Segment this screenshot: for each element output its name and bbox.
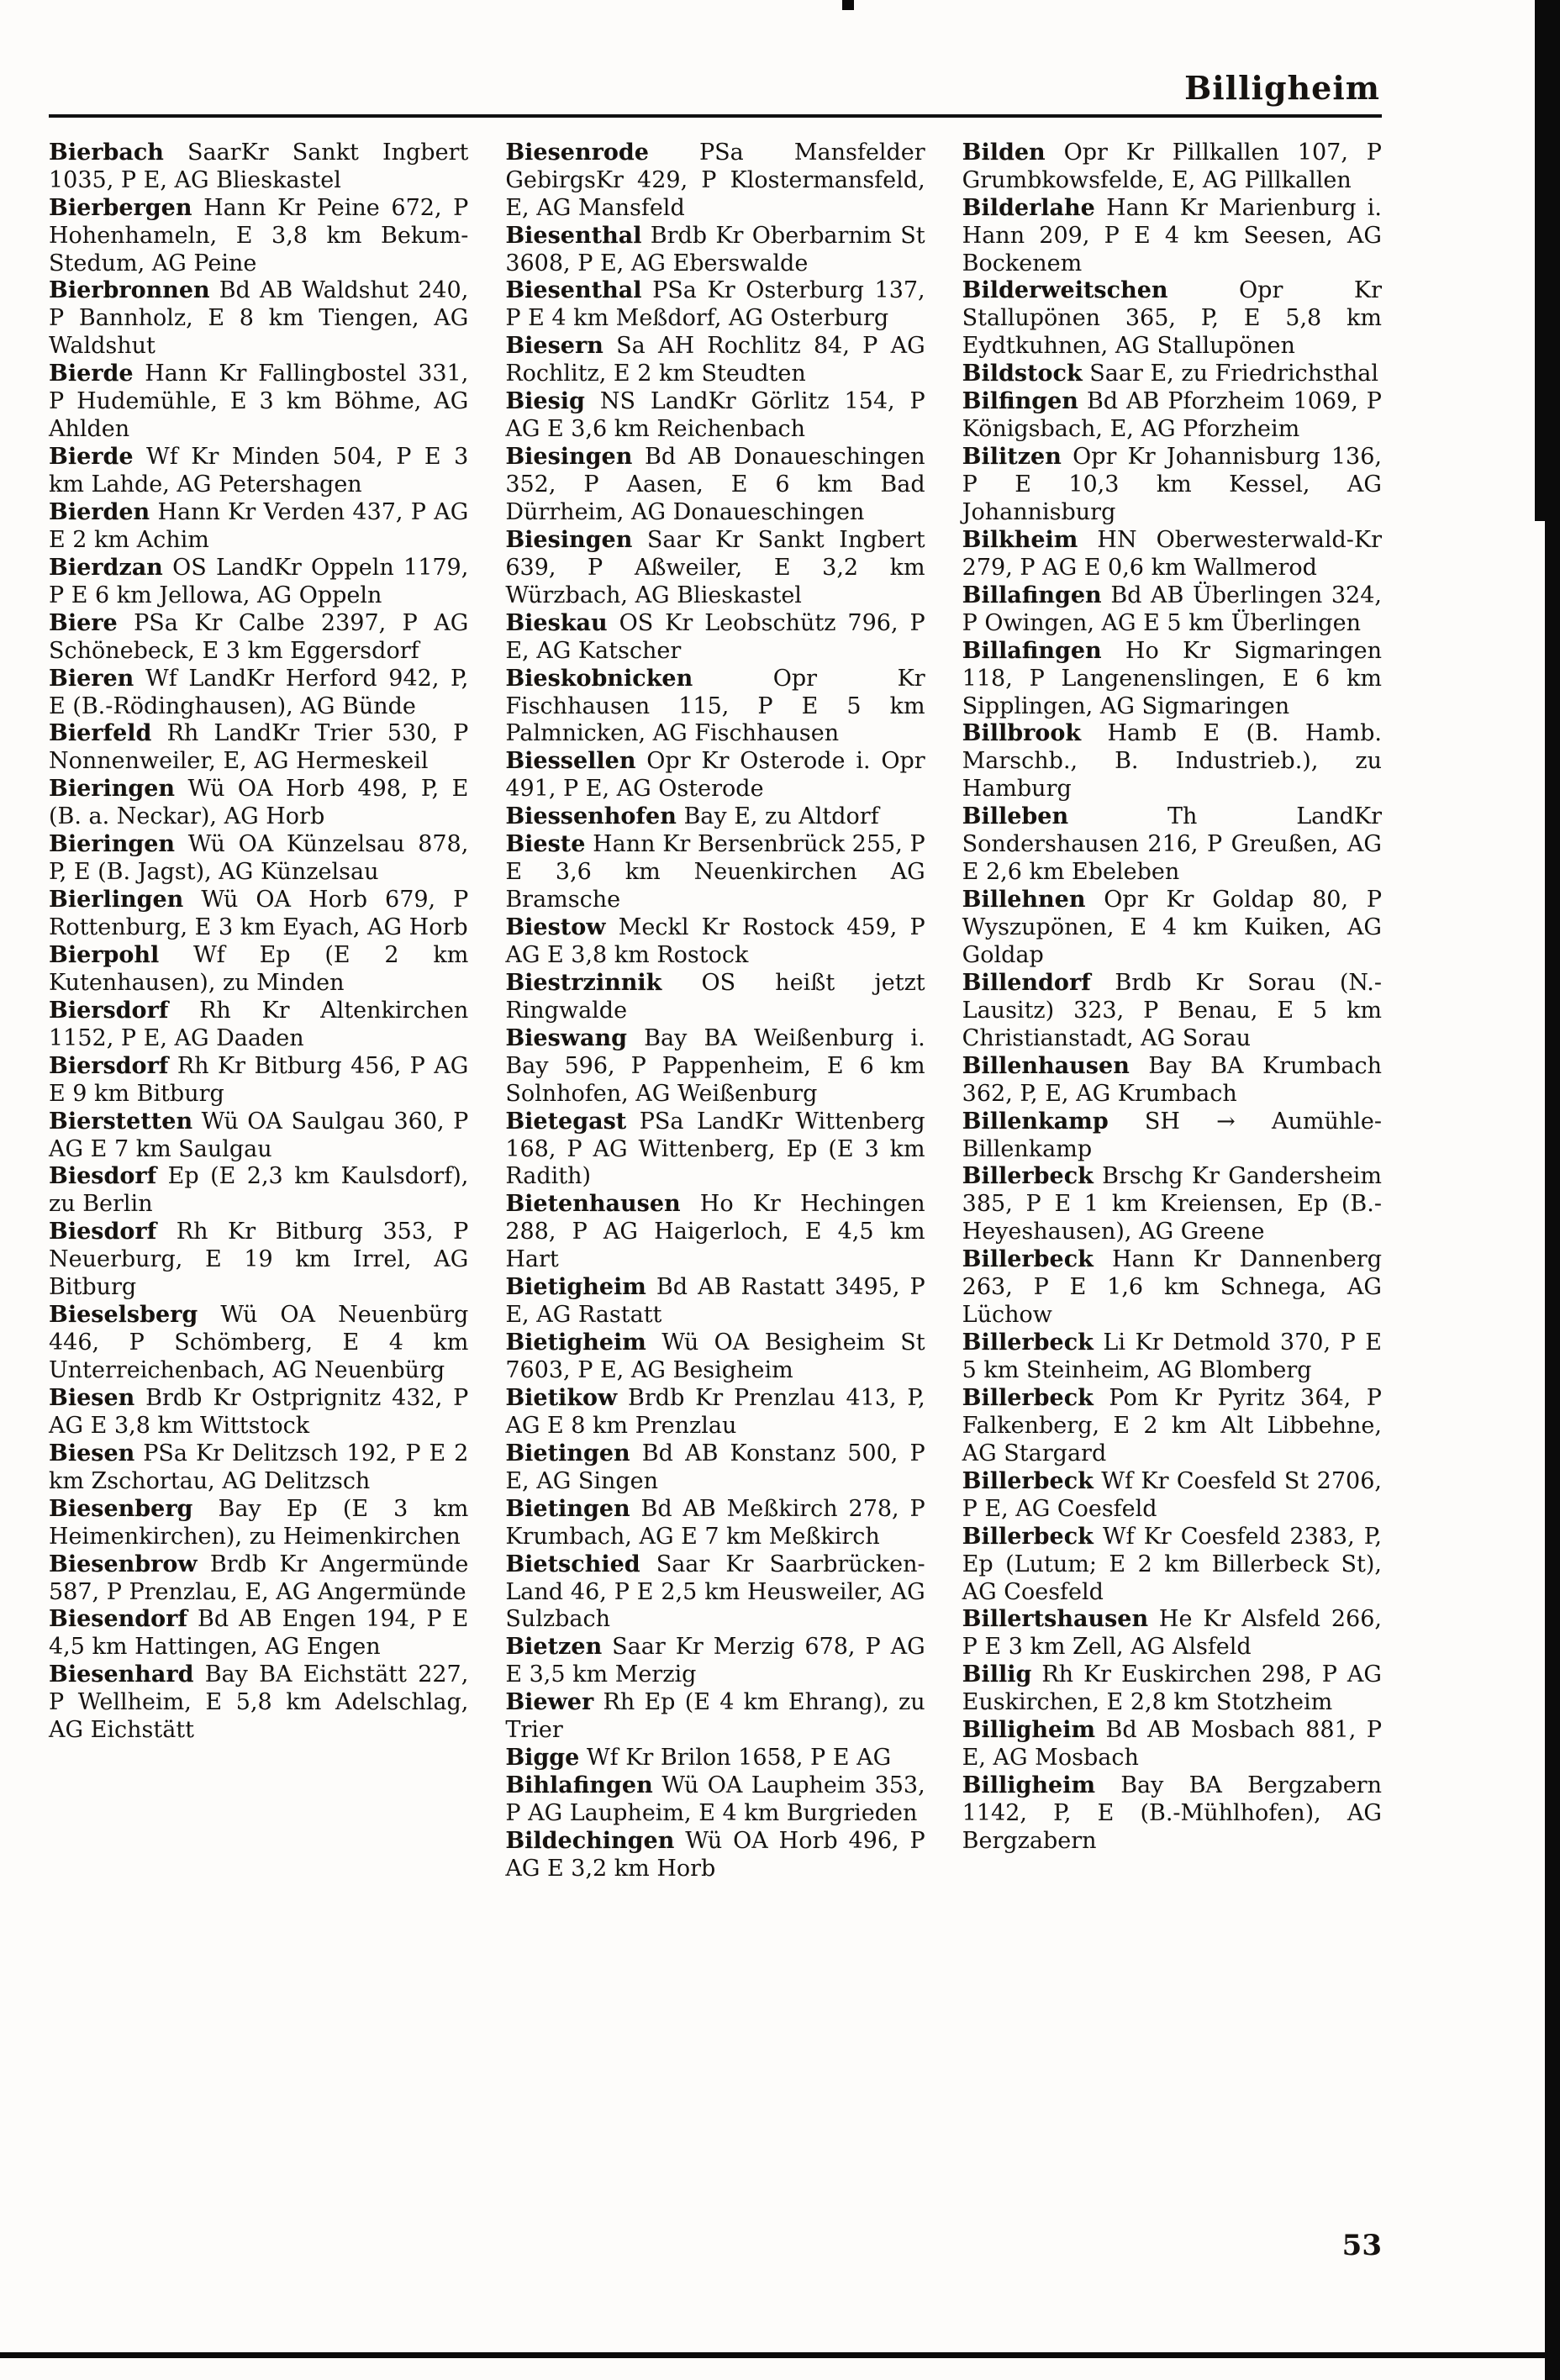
gazetteer-entry xyxy=(49,610,468,666)
entry-place-name: Billenhausen xyxy=(962,1052,1130,1079)
gazetteer-entry xyxy=(505,527,925,610)
entry-details: Opr Kr Goldap 80, P Wyszupönen, E 4 km Kuiken, AG Goldap xyxy=(962,887,1382,968)
gazetteer-entry xyxy=(962,1661,1382,1717)
entry-details: Ep (E 2,3 km Kaulsdorf), zu Berlin xyxy=(49,1163,469,1218)
gazetteer-entry xyxy=(505,914,925,970)
entry-details: Wf Kr Brilon 1658, P E AG xyxy=(579,1745,892,1772)
gazetteer-entry xyxy=(505,748,925,803)
gazetteer-entry xyxy=(49,195,468,278)
entry-place-name: Bilkheim xyxy=(962,526,1078,553)
entry-details: Wü OA Besigheim St 7603, P E, AG Besigheim xyxy=(505,1330,925,1384)
gazetteer-entry xyxy=(49,1385,468,1440)
entry-place-name: Bietenhausen xyxy=(505,1191,681,1218)
gazetteer-entry xyxy=(505,1634,925,1689)
entry-place-name: Bilderlahe xyxy=(962,194,1095,221)
text-column-2 xyxy=(505,140,925,1883)
gazetteer-entry xyxy=(962,277,1382,361)
entry-place-name: Bilden xyxy=(962,139,1046,166)
scan-edge-bottom xyxy=(0,2352,1560,2358)
gazetteer-entry xyxy=(505,831,925,914)
gazetteer-entry xyxy=(505,1551,925,1635)
entry-place-name: Bilitzen xyxy=(962,444,1062,471)
entry-details: Hann Kr Fallingbostel 331, P Hudemühle, E 3 km Böhme, AG Ahlden xyxy=(49,361,469,443)
entry-details: Rh Kr Bitburg 456, P AG E 9 km Bitburg xyxy=(49,1052,469,1107)
entry-place-name: Bierbach xyxy=(49,139,164,166)
entry-place-name: Bieren xyxy=(49,665,134,692)
entry-place-name: Biesingen xyxy=(505,526,633,553)
gazetteer-entry xyxy=(962,527,1382,582)
entry-place-name: Biesdorf xyxy=(49,1163,157,1190)
entry-details: Wf Kr Minden 504, P E 3 km Lahde, AG Petershagen xyxy=(49,444,469,498)
entry-place-name: Biesenhard xyxy=(49,1661,194,1688)
gazetteer-entry xyxy=(505,1745,925,1772)
entry-place-name: Billeben xyxy=(962,803,1069,830)
entry-place-name: Billerbeck xyxy=(962,1467,1094,1494)
entry-place-name: Bietingen xyxy=(505,1440,630,1466)
gazetteer-entry xyxy=(505,1689,925,1745)
entry-details: He Kr Alsfeld 266, P E 3 km Zell, AG Alsfeld xyxy=(962,1606,1382,1661)
entry-details: Brschg Kr Gandersheim 385, P E 1 km Kreiensen, Ep (B.-Heyeshausen), AG Greene xyxy=(962,1163,1382,1245)
entry-details: Rh LandKr Trier 530, P Nonnenweiler, E, AG Hermeskeil xyxy=(49,720,469,775)
gazetteer-entry xyxy=(962,720,1382,803)
entry-place-name: Biesdorf xyxy=(49,1219,157,1245)
gazetteer-entry xyxy=(505,1191,925,1274)
gazetteer-entry xyxy=(49,1108,468,1164)
entry-details: Li Kr Detmold 370, P E 5 km Steinheim, AG Blomberg xyxy=(962,1330,1382,1384)
entry-details: Brdb Kr Ostprignitz 432, P AG E 3,8 km Wittstock xyxy=(49,1384,469,1439)
gazetteer-entry xyxy=(49,555,468,610)
scan-edge-top-tick xyxy=(842,0,854,10)
entry-place-name: Bieste xyxy=(505,831,586,858)
entry-details: Saar E, zu Friedrichsthal xyxy=(1082,361,1378,387)
entry-details: Hann Kr Dannenberg 263, P E 1,6 km Schnega, AG Lüchow xyxy=(962,1246,1382,1329)
entry-details: Pom Kr Pyritz 364, P Falkenberg, E 2 km Alt Libbehne, AG Stargard xyxy=(962,1384,1382,1466)
text-column-3 xyxy=(962,140,1382,1883)
entry-details: Rh Kr Bitburg 353, P Neuerburg, E 19 km Irrel, AG Bitburg xyxy=(49,1219,469,1301)
gazetteer-entry xyxy=(505,1440,925,1496)
entry-place-name: Bieskau xyxy=(505,609,608,636)
entry-place-name: Biesingen xyxy=(505,444,633,471)
gazetteer-entry xyxy=(962,1246,1382,1330)
gazetteer-entry xyxy=(962,140,1382,195)
gazetteer-entry xyxy=(962,361,1382,388)
page-content xyxy=(49,71,1382,1883)
gazetteer-entry xyxy=(49,887,468,942)
gazetteer-entry xyxy=(962,887,1382,970)
entry-place-name: Bietigheim xyxy=(505,1330,646,1356)
gazetteer-entry xyxy=(49,1163,468,1219)
gazetteer-entry xyxy=(49,1302,468,1385)
entry-place-name: Bierden xyxy=(49,498,150,525)
entry-details: Wf Ep (E 2 km Kutenhausen), zu Minden xyxy=(49,941,469,996)
gazetteer-entry xyxy=(49,277,468,361)
page-header xyxy=(49,71,1382,118)
entry-place-name: Bierfeld xyxy=(49,720,152,747)
entry-details: Wf Kr Coesfeld St 2706, P E, AG Coesfeld xyxy=(962,1467,1382,1522)
gazetteer-entry xyxy=(505,970,925,1025)
gazetteer-entry xyxy=(505,1108,925,1192)
gazetteer-entry xyxy=(49,720,468,776)
entry-place-name: Billigheim xyxy=(962,1772,1096,1799)
entry-details: Ho Kr Sigmaringen 118, P Langenenslingen, E 6 km Sipplingen, AG Sigmaringen xyxy=(962,637,1382,719)
entry-details: Opr Kr Fischhausen 115, P E 5 km Palmnicken, AG Fischhausen xyxy=(505,665,925,747)
gazetteer-entry xyxy=(49,1440,468,1496)
entry-details: Hann Kr Peine 672, P Hohenhameln, E 3,8 km Bekum-Stedum, AG Peine xyxy=(49,194,469,276)
entry-place-name: Bietingen xyxy=(505,1495,630,1522)
entry-details: Brdb Kr Oberbarnim St 3608, P E, AG Eberswalde xyxy=(505,222,925,276)
entry-details: HN Oberwesterwald-Kr 279, P AG E 0,6 km Wallmerod xyxy=(962,526,1382,581)
entry-place-name: Billenkamp xyxy=(962,1108,1109,1135)
entry-place-name: Biere xyxy=(49,609,118,636)
entry-details: Sa AH Rochlitz 84, P AG Rochlitz, E 2 km Steudten xyxy=(505,333,925,387)
gazetteer-entry xyxy=(505,1496,925,1551)
entry-details: Opr Kr Stallupönen 365, P, E 5,8 km Eydtkuhnen, AG Stallupönen xyxy=(962,277,1382,360)
entry-details: Brdb Kr Sorau (N.-Lausitz) 323, P Benau, E 5 km Christianstadt, AG Sorau xyxy=(962,969,1382,1051)
entry-place-name: Billigheim xyxy=(962,1717,1096,1744)
entry-place-name: Biesendorf xyxy=(49,1606,187,1633)
entry-details: Opr Kr Johannisburg 136, P E 10,3 km Kessel, AG Johannisburg xyxy=(962,444,1382,525)
entry-details: Bd AB Rastatt 3495, P E, AG Rastatt xyxy=(505,1274,925,1329)
entry-place-name: Bieselsberg xyxy=(49,1302,198,1329)
gazetteer-entry xyxy=(49,1053,468,1108)
entry-details: SaarKr Sankt Ingbert 1035, P E, AG Blieskastel xyxy=(49,139,469,193)
entry-details: Hann Kr Verden 437, P AG E 2 km Achim xyxy=(49,498,469,553)
entry-details: PSa Kr Delitzsch 192, P E 2 km Zschortau, AG Delitzsch xyxy=(49,1440,469,1494)
entry-place-name: Bietschied xyxy=(505,1551,640,1577)
page-header-title: Billigheim xyxy=(1184,69,1380,107)
gazetteer-entry xyxy=(505,1274,925,1330)
scan-edge-right-top xyxy=(1535,0,1560,521)
entry-place-name: Bietigheim xyxy=(505,1274,646,1301)
entry-details: Wf Kr Coesfeld 2383, P, Ep (Lutum; E 2 km Billerbeck St), AG Coesfeld xyxy=(962,1523,1382,1605)
entry-details: Opr Kr Pillkallen 107, P Grumbkowsfelde, E, AG Pillkallen xyxy=(962,139,1382,193)
entry-details: Wü OA Horb 679, P Rottenburg, E 3 km Eyach, AG Horb xyxy=(49,887,469,941)
entry-place-name: Biesenbrow xyxy=(49,1551,198,1577)
entry-details: OS heißt jetzt Ringwalde xyxy=(505,969,925,1024)
gazetteer-entry xyxy=(962,1468,1382,1524)
gazetteer-entry xyxy=(505,140,925,223)
entry-place-name: Biesenthal xyxy=(505,222,642,249)
entry-place-name: Bierstetten xyxy=(49,1108,193,1135)
entry-place-name: Biewer xyxy=(505,1689,594,1716)
entry-place-name: Bietikow xyxy=(505,1384,618,1411)
entry-details: Wü OA Laupheim 353, P AG Laupheim, E 4 km Burgrieden xyxy=(505,1772,925,1827)
entry-place-name: Bierpohl xyxy=(49,941,160,968)
gazetteer-entry xyxy=(49,140,468,195)
gazetteer-entry xyxy=(49,998,468,1053)
gazetteer-entry xyxy=(49,361,468,444)
entry-place-name: Biessellen xyxy=(505,748,636,775)
entry-details: Saar Kr Saarbrücken-Land 46, P E 2,5 km Heusweiler, AG Sulzbach xyxy=(505,1551,925,1633)
entry-details: Bd AB Donaueschingen 352, P Aasen, E 6 km Bad Dürrheim, AG Donaueschingen xyxy=(505,444,925,525)
gazetteer-entry xyxy=(505,803,925,831)
entry-place-name: Bilfingen xyxy=(962,388,1078,415)
entry-place-name: Bietegast xyxy=(505,1108,627,1135)
entry-details: Brdb Kr Angermünde 587, P Prenzlau, E, AG Angermünde xyxy=(49,1551,469,1605)
gazetteer-entry xyxy=(505,1385,925,1440)
entry-place-name: Biessenhofen xyxy=(505,803,677,830)
gazetteer-entry xyxy=(962,1772,1382,1856)
entry-place-name: Biestrzinnik xyxy=(505,969,662,996)
entry-place-name: Billafingen xyxy=(962,637,1102,664)
entry-place-name: Bieringen xyxy=(49,776,176,803)
entry-place-name: Billerbeck xyxy=(962,1163,1094,1190)
entry-details: Wü OA Saulgau 360, P AG E 7 km Saulgau xyxy=(49,1108,469,1162)
entry-place-name: Biesen xyxy=(49,1384,135,1411)
entry-details: Saar Kr Sankt Ingbert 639, P Aßweiler, E 3,2 km Würzbach, AG Blieskastel xyxy=(505,526,925,608)
entry-details: OS LandKr Oppeln 1179, P E 6 km Jellowa, AG Oppeln xyxy=(49,554,469,608)
entry-details: Bay BA Eichstätt 227, P Wellheim, E 5,8 km Adelschlag, AG Eichstätt xyxy=(49,1661,469,1744)
entry-place-name: Bigge xyxy=(505,1745,580,1772)
entry-details: Wf LandKr Herford 942, P, E (B.-Rödinghausen), AG Bünde xyxy=(49,665,469,719)
entry-details: Hann Kr Bersenbrück 255, P E 3,6 km Neuenkirchen AG Bramsche xyxy=(505,831,925,914)
entry-details: Bd AB Meßkirch 278, P Krumbach, AG E 7 km Meßkirch xyxy=(505,1495,925,1550)
gazetteer-entry xyxy=(49,499,468,555)
gazetteer-entry xyxy=(962,444,1382,527)
gazetteer-entry xyxy=(962,1524,1382,1607)
gazetteer-entry xyxy=(49,1661,468,1745)
entry-place-name: Bierdzan xyxy=(49,554,163,581)
gazetteer-entry xyxy=(962,1108,1382,1164)
entry-place-name: Bierbronnen xyxy=(49,277,210,304)
entry-details: Bay BA Weißenburg i. Bay 596, P Pappenheim, E 6 km Solnhofen, AG Weißenburg xyxy=(505,1024,925,1107)
entry-details: Th LandKr Sondershausen 216, P Greußen, AG E 2,6 km Ebeleben xyxy=(962,803,1382,886)
gazetteer-entry xyxy=(962,1606,1382,1661)
gazetteer-entry xyxy=(962,803,1382,887)
gazetteer-entry xyxy=(962,1385,1382,1468)
entry-place-name: Billerbeck xyxy=(962,1246,1094,1273)
entry-details: Bd AB Konstanz 500, P E, AG Singen xyxy=(505,1440,925,1494)
gazetteer-entry xyxy=(962,195,1382,278)
entry-details: Meckl Kr Rostock 459, P AG E 3,8 km Rostock xyxy=(505,914,925,968)
page-number: 53 xyxy=(1341,2229,1382,2262)
entry-place-name: Bierde xyxy=(49,361,134,387)
entry-place-name: Bierlingen xyxy=(49,887,184,914)
entry-details: PSa Kr Osterburg 137, P E 4 km Meßdorf, AG Osterburg xyxy=(505,277,925,332)
gazetteer-entry xyxy=(505,1330,925,1385)
entry-place-name: Bierbergen xyxy=(49,194,192,221)
text-columns xyxy=(49,140,1382,1883)
gazetteer-entry xyxy=(49,942,468,998)
gazetteer-entry xyxy=(49,831,468,887)
entry-details: PSa Kr Calbe 2397, P AG Schönebeck, E 3 km Eggersdorf xyxy=(49,609,469,664)
gazetteer-entry xyxy=(505,1772,925,1828)
gazetteer-entry xyxy=(49,444,468,499)
gazetteer-entry xyxy=(505,666,925,749)
entry-place-name: Billertshausen xyxy=(962,1606,1149,1633)
gazetteer-entry xyxy=(505,1025,925,1108)
entry-place-name: Bilderweitschen xyxy=(962,277,1168,304)
gazetteer-entry xyxy=(505,444,925,527)
entry-details: Wü OA Neuenbürg 446, P Schömberg, E 4 km Unterreichenbach, AG Neuenbürg xyxy=(49,1302,469,1384)
entry-details: Bay BA Krumbach 362, P, E, AG Krumbach xyxy=(962,1052,1382,1107)
gazetteer-entry xyxy=(962,1717,1382,1772)
gazetteer-entry xyxy=(962,582,1382,638)
entry-place-name: Biesen xyxy=(49,1440,135,1466)
entry-place-name: Billig xyxy=(962,1661,1032,1688)
entry-place-name: Biesenthal xyxy=(505,277,642,304)
entry-details: Bay E, zu Altdorf xyxy=(676,803,879,830)
entry-place-name: Billbrook xyxy=(962,720,1082,747)
entry-place-name: Billerbeck xyxy=(962,1523,1094,1550)
entry-place-name: Bieskobnicken xyxy=(505,665,693,692)
entry-details: Wü OA Horb 496, P AG E 3,2 km Horb xyxy=(505,1827,925,1882)
entry-place-name: Bietzen xyxy=(505,1634,603,1661)
gazetteer-entry xyxy=(505,223,925,278)
entry-place-name: Bildechingen xyxy=(505,1827,675,1854)
gazetteer-entry xyxy=(962,638,1382,721)
gazetteer-entry xyxy=(962,1053,1382,1108)
text-column-1 xyxy=(49,140,468,1883)
gazetteer-entry xyxy=(962,1163,1382,1246)
entry-details: Bd AB Überlingen 324, P Owingen, AG E 5 km Überlingen xyxy=(962,582,1382,636)
gazetteer-entry xyxy=(505,333,925,388)
entry-details: Hamb E (B. Hamb. Marschb., B. Industrieb.), zu Hamburg xyxy=(962,720,1382,803)
entry-details: PSa Mansfelder GebirgsKr 429, P Klostermansfeld, E, AG Mansfeld xyxy=(505,139,925,221)
entry-details: Opr Kr Osterode i. Opr 491, P E, AG Osterode xyxy=(505,748,925,803)
entry-place-name: Biesig xyxy=(505,388,585,415)
entry-details: OS Kr Leobschütz 796, P E, AG Katscher xyxy=(505,609,925,664)
entry-details: NS LandKr Görlitz 154, P AG E 3,6 km Reichenbach xyxy=(505,388,925,443)
entry-details: Saar Kr Merzig 678, P AG E 3,5 km Merzig xyxy=(505,1634,925,1688)
entry-details: SH → Aumühle-Billenkamp xyxy=(962,1108,1382,1162)
entry-place-name: Biesern xyxy=(505,333,603,360)
gazetteer-entry xyxy=(505,388,925,444)
entry-place-name: Billerbeck xyxy=(962,1384,1094,1411)
entry-place-name: Billendorf xyxy=(962,969,1091,996)
entry-place-name: Biesenberg xyxy=(49,1495,193,1522)
gazetteer-entry xyxy=(49,1606,468,1661)
entry-details: Hann Kr Marienburg i. Hann 209, P E 4 km Seesen, AG Bockenem xyxy=(962,194,1382,276)
entry-details: Wü OA Künzelsau 878, P, E (B. Jagst), AG Künzelsau xyxy=(49,831,469,886)
entry-place-name: Billafingen xyxy=(962,582,1102,608)
entry-details: Rh Kr Altenkirchen 1152, P E, AG Daaden xyxy=(49,997,469,1051)
entry-details: Rh Ep (E 4 km Ehrang), zu Trier xyxy=(505,1689,925,1744)
entry-details: Bd AB Waldshut 240, P Bannholz, E 8 km Tiengen, AG Waldshut xyxy=(49,277,469,360)
gazetteer-entry xyxy=(962,970,1382,1053)
entry-place-name: Billerbeck xyxy=(962,1330,1094,1356)
entry-details: Bay Ep (E 3 km Heimenkirchen), zu Heimenkirchen xyxy=(49,1495,469,1550)
entry-place-name: Bihlafingen xyxy=(505,1772,653,1799)
entry-place-name: Bieringen xyxy=(49,831,176,858)
entry-details: Bd AB Engen 194, P E 4,5 km Hattingen, AG Engen xyxy=(49,1606,469,1661)
gazetteer-entry xyxy=(49,666,468,721)
gazetteer-entry xyxy=(505,277,925,333)
entry-details: Bd AB Mosbach 881, P E, AG Mosbach xyxy=(962,1717,1382,1772)
entry-place-name: Biersdorf xyxy=(49,1052,169,1079)
entry-place-name: Bildstock xyxy=(962,361,1083,387)
gazetteer-entry xyxy=(49,1219,468,1302)
entry-place-name: Biersdorf xyxy=(49,997,169,1024)
entry-place-name: Billehnen xyxy=(962,887,1086,914)
entry-details: Wü OA Horb 498, P, E (B. a. Neckar), AG Horb xyxy=(49,776,469,830)
entry-details: PSa LandKr Wittenberg 168, P AG Wittenberg, Ep (E 3 km Radith) xyxy=(505,1108,925,1190)
gazetteer-entry xyxy=(962,1330,1382,1385)
gazetteer-entry xyxy=(49,1551,468,1607)
gazetteer-entry xyxy=(49,776,468,831)
gazetteer-entry xyxy=(505,1828,925,1883)
entry-details: Brdb Kr Prenzlau 413, P, AG E 8 km Prenzlau xyxy=(505,1384,925,1439)
entry-details: Ho Kr Hechingen 288, P AG Haigerloch, E 4,5 km Hart xyxy=(505,1191,925,1273)
entry-details: Bd AB Pforzheim 1069, P Königsbach, E, AG Pforzheim xyxy=(962,388,1382,443)
entry-details: Bay BA Bergzabern 1142, P, E (B.-Mühlhofen), AG Bergzabern xyxy=(962,1772,1382,1854)
entry-place-name: Bieswang xyxy=(505,1024,628,1051)
entry-place-name: Bierde xyxy=(49,444,134,471)
entry-details: Rh Kr Euskirchen 298, P AG Euskirchen, E 2,8 km Stotzheim xyxy=(962,1661,1382,1716)
gazetteer-entry xyxy=(505,610,925,666)
gazetteer-entry xyxy=(49,1496,468,1551)
gazetteer-entry xyxy=(962,388,1382,444)
entry-place-name: Biesenrode xyxy=(505,139,649,166)
entry-place-name: Biestow xyxy=(505,914,606,941)
